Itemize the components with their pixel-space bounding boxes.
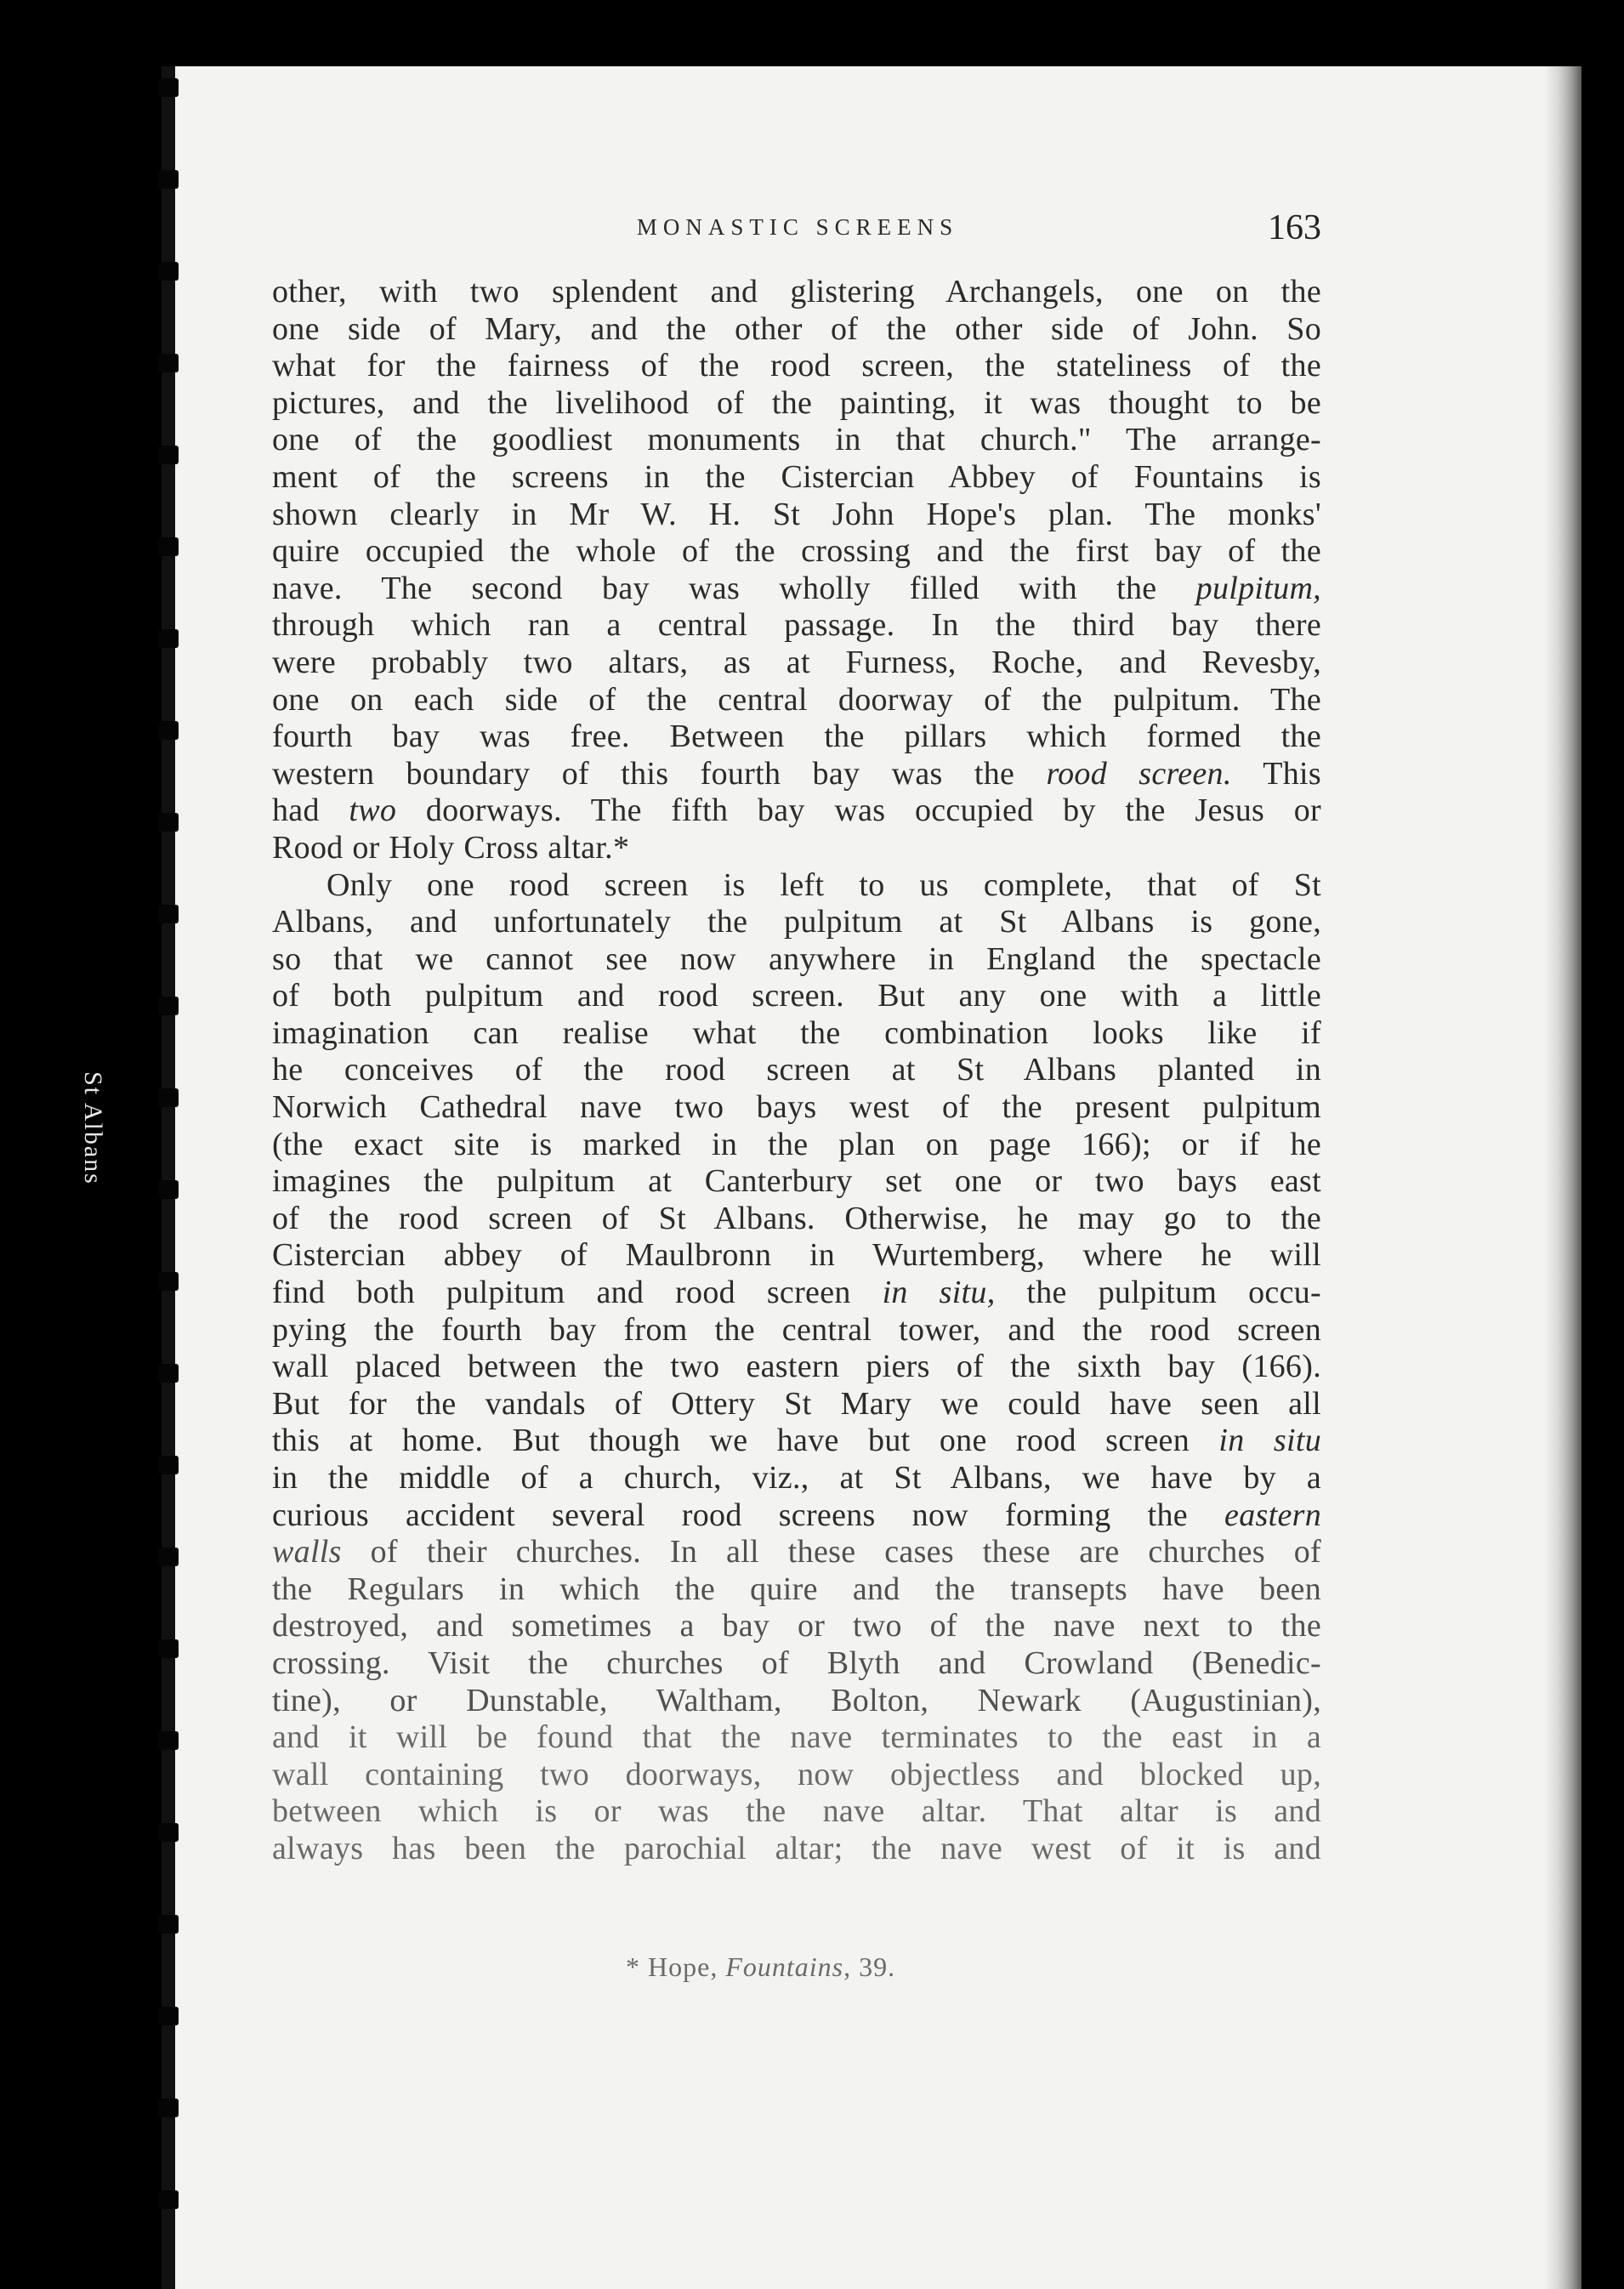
text-line: one on each side of the central doorway of the pulpitum. The — [272, 681, 1321, 718]
text-line: nave. The second bay was wholly filled with the pulpitum, — [272, 570, 1321, 606]
text-line: (the exact site is marked in the plan on page 166); or if he — [272, 1126, 1321, 1162]
text-line: quire occupied the whole of the crossing and the first bay of the — [272, 533, 1321, 570]
text-line: wall containing two doorways, now objectless and blocked up, — [272, 1756, 1321, 1792]
text-line: Cistercian abbey of Maulbronn in Wurtemberg, where he will — [272, 1237, 1321, 1274]
text-line: imagines the pulpitum at Canterbury set one or two bays east — [272, 1163, 1321, 1200]
binding-stitch — [158, 170, 179, 189]
binding-stitch — [158, 2007, 179, 2025]
binding-stitch — [158, 1088, 179, 1107]
text-line: Norwich Cathedral nave two bays west of the present pulpitum — [272, 1089, 1321, 1126]
binding-stitch — [158, 1456, 179, 1474]
text-line: fourth bay was free. Between the pillars which formed the — [272, 719, 1321, 755]
binding-stitch — [158, 446, 179, 464]
text-line: pictures, and the livelihood of the painting, it was thought to be — [272, 384, 1321, 421]
text-line: pying the fourth bay from the central tower, and the rood screen — [272, 1311, 1321, 1348]
text-line: crossing. Visit the churches of Blyth and Crowland (Benedic- — [272, 1644, 1321, 1681]
text-line: But for the vandals of Ottery St Mary we could have seen all — [272, 1385, 1321, 1422]
binding-stitch — [158, 997, 179, 1015]
text-line: western boundary of this fourth bay was the rood screen. This — [272, 755, 1321, 792]
binding-stitch — [158, 1272, 179, 1291]
text-line: what for the fairness of the rood screen, the stateliness of the — [272, 348, 1321, 384]
text-line: had two doorways. The fifth bay was occupied by the Jesus or — [272, 792, 1321, 829]
margin-note: St Albans — [79, 1071, 107, 1185]
page-number: 163 — [1268, 208, 1321, 247]
binding-stitch — [158, 1548, 179, 1566]
text-line: walls of their churches. In all these cases these are churches of — [272, 1534, 1321, 1570]
binding-stitch — [158, 905, 179, 923]
text-line: always has been the parochial altar; the nave west of it is and — [272, 1830, 1321, 1866]
text-line: tine), or Dunstable, Waltham, Bolton, Newark (Augustinian), — [272, 1682, 1321, 1718]
text-line: imagination can realise what the combination looks like if — [272, 1014, 1321, 1051]
text-line: shown clearly in Mr W. H. St John Hope's plan. The monks' — [272, 496, 1321, 532]
text-line: Only one rood screen is left to us complete, that of St — [327, 866, 1321, 903]
binding-stitch — [158, 629, 179, 648]
text-line: curious accident several rood screens now forming the eastern — [272, 1497, 1321, 1533]
text-line: Albans, and unfortunately the pulpitum at St Albans is gone, — [272, 904, 1321, 940]
binding-stitch — [158, 354, 179, 372]
text-line: between which is or was the nave altar. That altar is and — [272, 1793, 1321, 1830]
binding-stitch — [158, 1180, 179, 1199]
binding-edge — [162, 66, 175, 2289]
text-line: the Regulars in which the quire and the transepts have been — [272, 1570, 1321, 1607]
text-line: so that we cannot see now anywhere in England the spectacle — [272, 940, 1321, 977]
text-line: one of the goodliest monuments in that church." The arrange- — [272, 422, 1321, 458]
text-line: in the middle of a church, viz., at St Albans, we have by a — [272, 1460, 1321, 1496]
text-line: he conceives of the rood screen at St Albans planted in — [272, 1052, 1321, 1088]
binding-stitch — [158, 78, 179, 97]
text-line: of the rood screen of St Albans. Otherwise, he may go to the — [272, 1200, 1321, 1236]
binding-stitch — [158, 1364, 179, 1383]
text-line: wall placed between the two eastern piers of the sixth bay (166). — [272, 1349, 1321, 1385]
binding-stitch — [158, 1823, 179, 1842]
binding-stitch — [158, 1731, 179, 1750]
text-line: were probably two altars, as at Furness, Roche, and Revesby, — [272, 644, 1321, 680]
text-line: ment of the screens in the Cistercian Abbey of Fountains is — [272, 458, 1321, 495]
text-line: other, with two splendent and glistering Archangels, one on the — [272, 274, 1321, 310]
binding-stitch — [158, 1915, 179, 1934]
text-line: destroyed, and sometimes a bay or two of the nave next to the — [272, 1608, 1321, 1644]
running-title: MONASTIC SCREENS — [636, 214, 959, 240]
binding-stitch — [158, 2190, 179, 2209]
body-text — [272, 274, 1321, 1868]
binding-stitch — [158, 2099, 179, 2117]
text-line: this at home. But though we have but one rood screen in situ — [272, 1423, 1321, 1459]
binding-stitch — [158, 1639, 179, 1658]
binding-stitch — [158, 537, 179, 556]
text-line: through which ran a central passage. In the third bay there — [272, 607, 1321, 644]
binding-stitch — [158, 813, 179, 832]
binding-stitch — [158, 721, 179, 740]
text-line: one side of Mary, and the other of the other side of John. So — [272, 310, 1321, 347]
binding-stitch — [158, 262, 179, 281]
text-line: of both pulpitum and rood screen. But any one with a little — [272, 978, 1321, 1014]
text-line: and it will be found that the nave terminates to the east in a — [272, 1719, 1321, 1756]
running-head — [274, 207, 1321, 250]
text-line: Rood or Holy Cross altar.* — [272, 829, 630, 866]
page-edge-shadow — [1546, 66, 1581, 2289]
text-line: find both pulpitum and rood screen in situ, the pulpitum occu- — [272, 1275, 1321, 1311]
footnote: * Hope, Fountains, 39. — [626, 1951, 896, 1982]
